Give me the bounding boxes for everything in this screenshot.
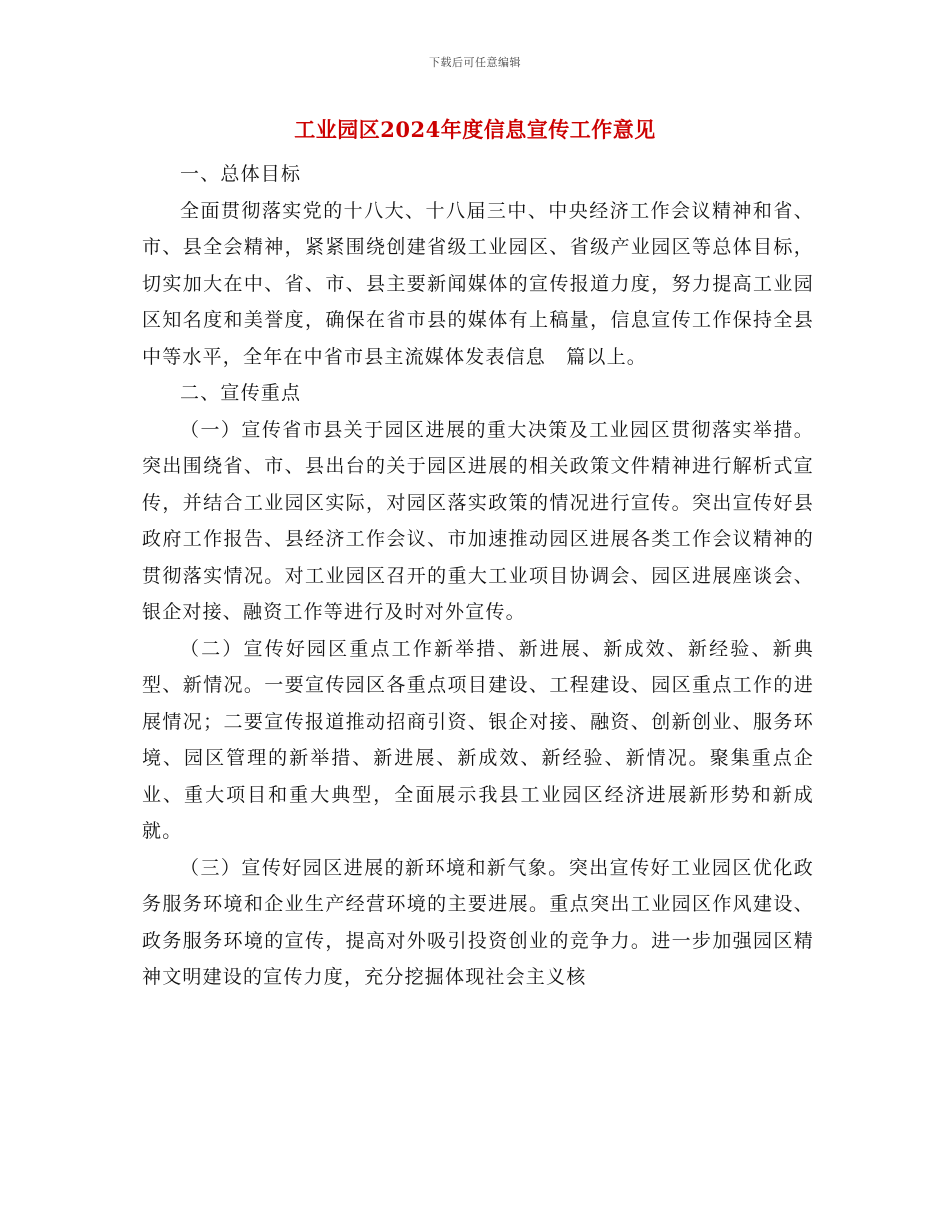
- paragraph-focus-2: （二）宣传好园区重点工作新举措、新进展、新成效、新经验、新典型、新情况。一要宣传园区各重点项目建设、工程建设、园区重点工作的进展情况；二要宣传报道推动招商引资、银企对接、融资、创新创业、服务环境、园区管理的新举措、新进展、新成效、新经验、新情况。聚集重点企业、重大项目和重大典型，全面展示我县工业园区经济进展新形势和新成就。: [142, 637, 814, 842]
- paragraph-overall-goal: 全面贯彻落实党的十八大、十八届三中、中央经济工作会议精神和省、市、县全会精神，紧紧围绕创建省级工业园区、省级产业园区等总体目标，切实加大在中、省、市、县主要新闻媒体的宣传报道力度，努力提高工业园区知名度和美誉度，确保在省市县的媒体有上稿量，信息宣传工作保持全县中等水平，全年在中省市县主流媒体发表信息 篇以上。: [142, 199, 814, 368]
- document-body: [142, 156, 814, 996]
- paragraph-focus-3: （三）宣传好园区进展的新环境和新气象。突出宣传好工业园区优化政务服务环境和企业生产经营环境的主要进展。重点突出工业园区作风建设、政务服务环境的宣传，提高对外吸引投资创业的竞争力。进一步加强园区精神文明建设的宣传力度，充分挖掘体现社会主义核: [142, 856, 814, 988]
- paragraph-focus-1: （一）宣传省市县关于园区进展的重大决策及工业园区贯彻落实举措。突出围绕省、市、县出台的关于园区进展的相关政策文件精神进行解析式宣传，并结合工业园区实际，对园区落实政策的情况进行宣传。突出宣传好县政府工作报告、县经济工作会议、市加速推动园区进展各类工作会议精神的贯彻落实情况。对工业园区召开的重大工业项目协调会、园区进展座谈会、银企对接、融资工作等进行及时对外宣传。: [142, 418, 814, 623]
- document-title: 工业园区2024年度信息宣传工作意见: [294, 117, 656, 142]
- page-header-note: 下载后可任意编辑: [429, 56, 521, 69]
- section-heading-publicity-focus: 二、宣传重点: [180, 382, 302, 404]
- section-heading-overall-goal: 一、总体目标: [180, 163, 302, 185]
